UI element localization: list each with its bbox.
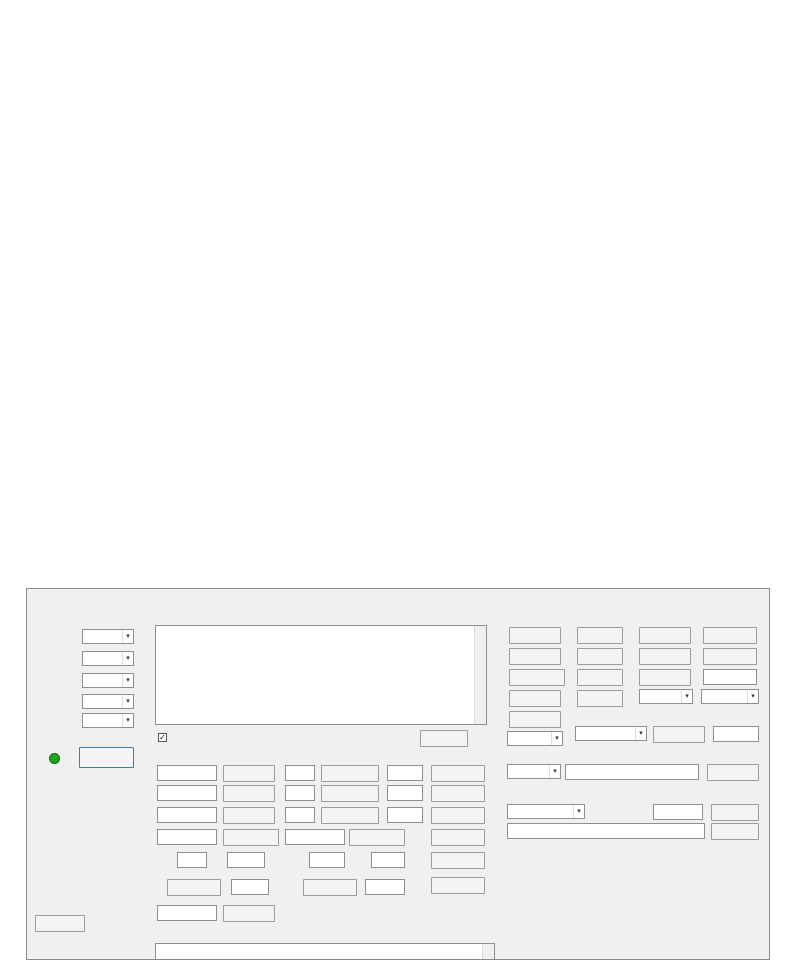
dir-total-button[interactable] (431, 785, 485, 802)
next-dir-button[interactable] (703, 648, 757, 665)
insert-track-button[interactable] (711, 804, 759, 821)
clear-count-button[interactable] (35, 915, 85, 932)
to-sec-input[interactable] (371, 852, 405, 868)
send-textarea[interactable] (155, 943, 495, 960)
hex-checkbox[interactable]: ✓ (159, 733, 166, 742)
stopbits-select[interactable]: ▾ (82, 713, 134, 728)
parity-select[interactable]: ▾ (82, 673, 134, 688)
total-time-field (157, 829, 217, 845)
rewind-button[interactable] (167, 879, 221, 896)
current-track-field (285, 765, 315, 781)
path-dev-select[interactable]: ▾ (507, 764, 561, 779)
vol-up-button[interactable] (509, 690, 561, 707)
from-sec-input[interactable] (227, 852, 265, 868)
forward-button[interactable] (303, 879, 357, 896)
next-track-button[interactable] (639, 648, 691, 665)
path-input[interactable] (565, 764, 699, 780)
play-u-button[interactable] (509, 627, 561, 644)
total-track-field (387, 765, 423, 781)
start-repeat-button[interactable] (431, 852, 485, 869)
online-dev-field (157, 785, 217, 801)
prev-track-button[interactable] (639, 627, 691, 644)
baud-select[interactable]: ▾ (82, 651, 134, 666)
pause-button[interactable] (577, 648, 623, 665)
version-field (157, 905, 217, 921)
channel-select[interactable]: ▾ (701, 689, 759, 704)
receive-textarea[interactable] (155, 625, 487, 725)
end-play-button[interactable] (577, 690, 623, 707)
rewind-input[interactable] (231, 879, 269, 895)
clear-receive-button[interactable] (420, 730, 468, 747)
short-name-button[interactable] (223, 807, 275, 824)
mode-select[interactable]: ▾ (575, 726, 647, 741)
forward-input[interactable] (365, 879, 405, 895)
current-track-button[interactable] (321, 765, 379, 782)
port-select[interactable]: ▾ (82, 629, 134, 644)
play-dev-button[interactable] (321, 785, 379, 802)
select-track-button[interactable] (639, 669, 691, 686)
loop-count-input[interactable] (713, 726, 759, 742)
time-field (285, 829, 345, 845)
insert-track-input[interactable] (653, 804, 703, 820)
play-flash-button[interactable] (509, 669, 565, 686)
end-repeat-button[interactable] (431, 877, 485, 894)
loop-count-button[interactable] (653, 726, 705, 743)
close-port-button[interactable] (79, 747, 134, 768)
status-led-icon (49, 753, 60, 764)
version-button[interactable] (223, 905, 275, 922)
insert-path-input[interactable] (507, 823, 705, 839)
vol-select[interactable]: ▾ (507, 731, 563, 746)
select-track-input[interactable] (703, 669, 757, 685)
play-dev-field (285, 785, 315, 801)
query-total-button[interactable] (431, 765, 485, 782)
dir-first-field (387, 807, 423, 823)
time-off-button[interactable] (431, 829, 485, 846)
databits-select[interactable]: ▾ (82, 694, 134, 709)
skip-track-field (285, 807, 315, 823)
dir-total-field (387, 785, 423, 801)
path-insert-button[interactable] (711, 823, 759, 840)
skip-track-button[interactable] (321, 807, 379, 824)
time-on-button[interactable] (349, 829, 405, 846)
vol-down-button[interactable] (509, 711, 561, 728)
eq-select[interactable]: ▾ (639, 689, 693, 704)
path-play-button[interactable] (707, 764, 759, 781)
play-button[interactable] (577, 627, 623, 644)
uart-tool-window (26, 588, 770, 960)
dir-first-button[interactable] (431, 807, 485, 824)
prev-dir-button[interactable] (703, 627, 757, 644)
play-status-field (157, 765, 217, 781)
insert-dev-select[interactable]: ▾ (507, 804, 585, 819)
short-name-field (157, 807, 217, 823)
from-min-input[interactable] (177, 852, 207, 868)
total-time-button[interactable] (223, 829, 279, 846)
to-min-input[interactable] (309, 852, 345, 868)
online-dev-button[interactable] (223, 785, 275, 802)
play-status-button[interactable] (223, 765, 275, 782)
stop-button[interactable] (577, 669, 623, 686)
play-sd-button[interactable] (509, 648, 561, 665)
